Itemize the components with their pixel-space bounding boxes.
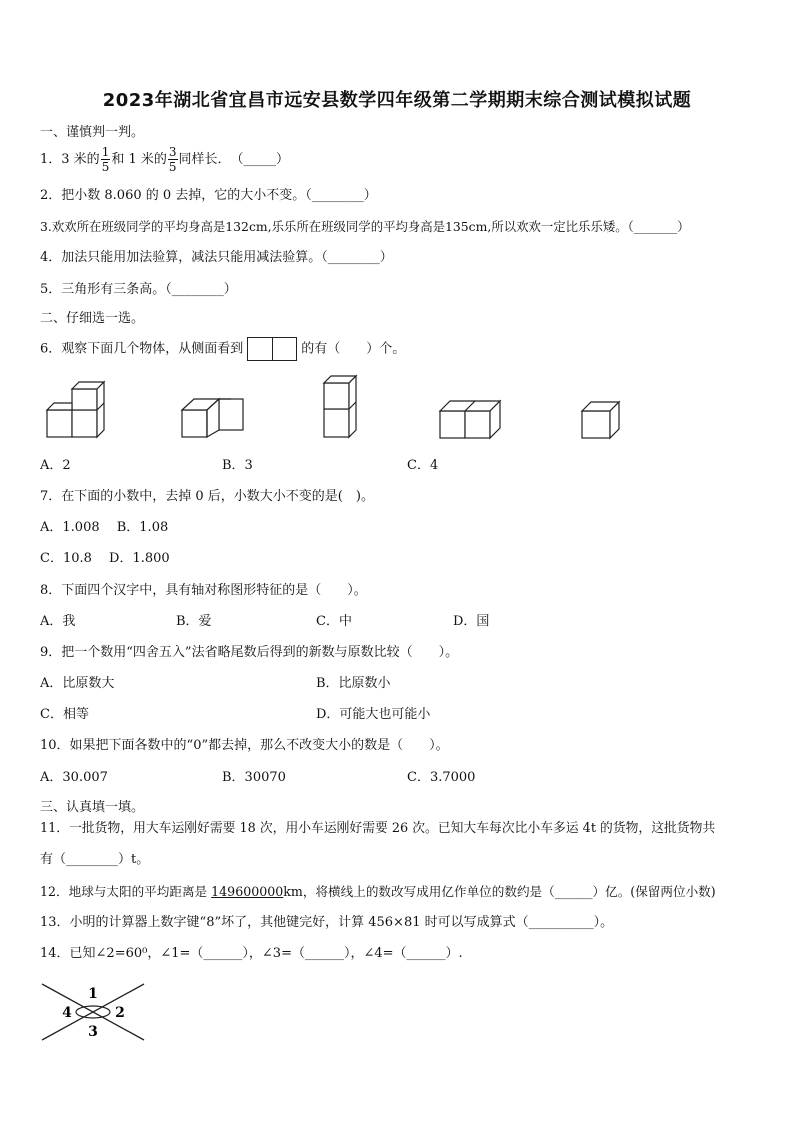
fraction-3-5: $\frac{3}{5}$ xyxy=(168,145,177,174)
q7-options-row-1: A．1.008 B．1.08 xyxy=(40,520,169,535)
angle-label-2: 2 xyxy=(115,1005,125,1021)
question-11-line-1: 11．一批货物，用大车运刚好需要 18 次，用小车运刚好需要 26 次。已知大车每次比小车多运 4t 的货物，这批货物共 xyxy=(40,821,716,836)
section-2-heading: 二、仔细选一选。 xyxy=(40,311,145,326)
q8-option-c: C．中 xyxy=(316,614,352,629)
question-5: 5．三角形有三条高。（________） xyxy=(40,282,237,297)
q6-text-a: 6．观察下面几个物体，从侧面看到 xyxy=(40,341,244,357)
fraction-1-5: $\frac{1}{5}$ xyxy=(101,145,110,174)
q12-underlined-number: 149600000 xyxy=(211,884,284,899)
section-1-heading: 一、谨慎判一判。 xyxy=(40,125,145,140)
question-4: 4．加法只能用加法验算，减法只能用减法验算。（________） xyxy=(40,250,393,265)
q10-option-a: A．30.007 xyxy=(40,770,108,785)
angle-label-1: 1 xyxy=(88,986,98,1002)
page-title: 2023年湖北省宜昌市远安县数学四年级第二学期期末综合测试模拟试题 xyxy=(102,90,692,111)
section-3-heading: 三、认真填一填。 xyxy=(40,800,145,815)
q10-option-c: C．3.7000 xyxy=(407,770,476,785)
q8-option-a: A．我 xyxy=(40,614,76,629)
q12-text-b: km，将横线上的数改写成用亿作单位的数约是（______）亿。(保留两位小数) xyxy=(283,884,716,899)
question-11-line-2: 有（________）t。 xyxy=(40,852,150,867)
question-3: 3.欢欢所在班级同学的平均身高是132cm,乐乐所在班级同学的平均身高是135cm,所以欢欢一定比乐乐矮。（_______） xyxy=(40,219,690,234)
q9-option-b: B．比原数小 xyxy=(316,676,391,691)
question-8: 8．下面四个汉字中，具有轴对称图形特征的是（ ）。 xyxy=(40,583,367,598)
q9-option-a: A．比原数大 xyxy=(40,676,115,691)
q9-option-d: D．可能大也可能小 xyxy=(316,707,431,722)
q1-text-a: 1．3 米的 xyxy=(40,152,100,167)
q6-option-b: B．3 xyxy=(222,458,253,473)
q6-text-b: 的有（ ）个。 xyxy=(301,341,406,357)
q10-option-b: B．30070 xyxy=(222,770,286,785)
q1-text-c: 同样长． （_____） xyxy=(178,152,290,167)
q1-text-b: 和 1 米的 xyxy=(111,152,167,167)
angle-label-3: 3 xyxy=(88,1024,98,1040)
q6-option-a: A．2 xyxy=(40,458,71,473)
q9-option-c: C．相等 xyxy=(40,707,89,722)
question-14: 14．已知∠2=60⁰，∠1=（______），∠3=（______），∠4=（______）. xyxy=(40,946,463,961)
question-9: 9．把一个数用“四舍五入”法省略尾数后得到的新数与原数比较（ ）。 xyxy=(40,645,459,660)
q7-options-row-2: C．10.8 D．1.800 xyxy=(40,551,170,566)
q8-option-d: D．国 xyxy=(453,614,490,629)
angle-label-4: 4 xyxy=(62,1005,72,1021)
q12-text-a: 12．地球与太阳的平均距离是 xyxy=(40,884,212,899)
question-2: 2．把小数 8.060 的 0 去掉，它的大小不变。（________） xyxy=(40,188,377,203)
question-7: 7．在下面的小数中，去掉 0 后，小数大小不变的是( )。 xyxy=(40,489,374,504)
q6-option-c: C．4 xyxy=(407,458,439,473)
question-13: 13．小明的计算器上数字键“8”坏了，其他键完好，计算 456×81 时可以写成算式（__________）。 xyxy=(40,915,614,930)
question-10: 10．如果把下面各数中的“0”都去掉，那么不改变大小的数是（ ）。 xyxy=(40,738,449,753)
q8-option-b: B．爱 xyxy=(176,614,212,629)
